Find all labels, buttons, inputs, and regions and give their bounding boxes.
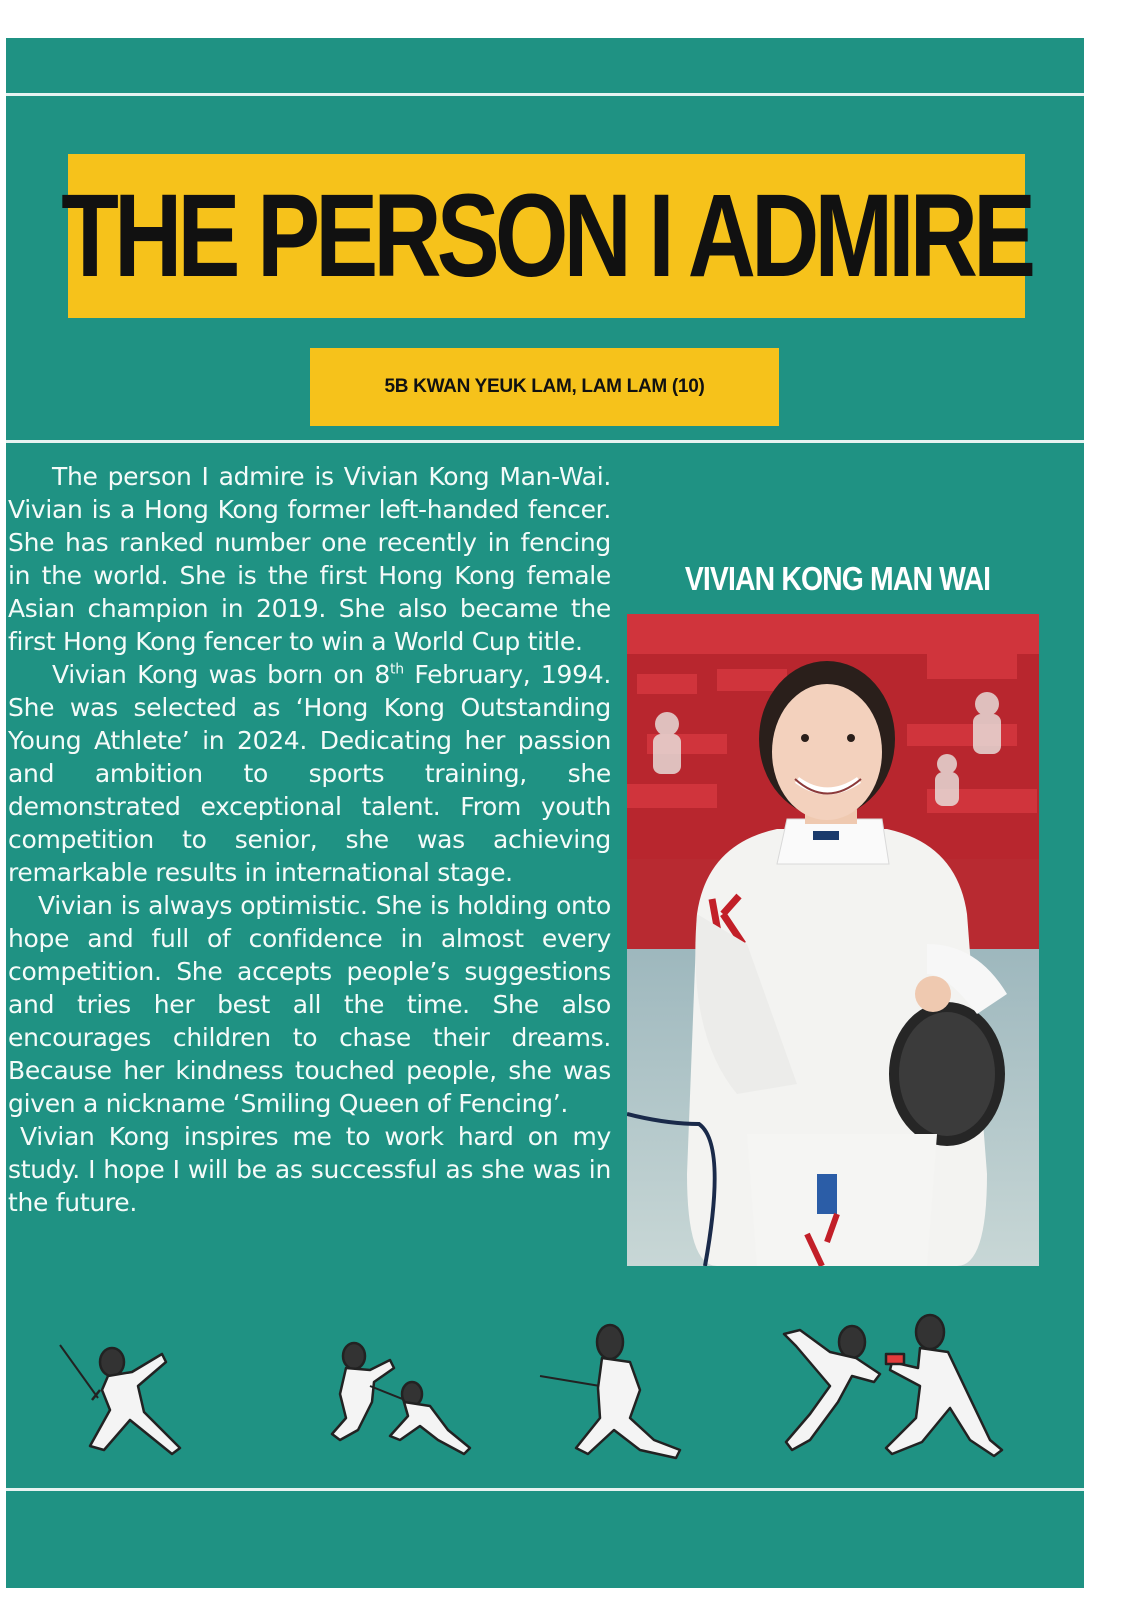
top-divider (6, 93, 1084, 96)
author-name: 5B KWAN YEUK LAM, LAM LAM (10) (384, 376, 705, 397)
middle-divider (6, 440, 1084, 443)
author-banner (310, 348, 779, 426)
fencers-duel-icon (332, 1343, 470, 1454)
paragraph-2-rest: February, 1994. She was selected as ‘Hong Kong Outstanding Young Athlete’ in 2024. Dedicating her passion and ambition to sports training, she demonstrated exceptional talent. From youth competition to senior, she was achieving remarkable results in international stage. (8, 660, 612, 887)
fencer-lunge-icon (60, 1345, 180, 1454)
fencer-advance-icon (540, 1325, 680, 1458)
bottom-divider (6, 1488, 1084, 1491)
fencers-illustration (40, 1290, 1020, 1466)
page-title: THE PERSON I ADMIRE (61, 170, 1032, 302)
paragraph-2 (8, 658, 611, 889)
photo-caption: VIVIAN KONG MAN WAI (684, 560, 991, 597)
fencers-attack-icon (784, 1315, 1002, 1456)
article-body (8, 460, 611, 1219)
athlete-photo (627, 614, 1039, 1266)
paragraph-3: Vivian is always optimistic. She is holding onto hope and full of confidence in almost every competition. She accepts people’s suggestions and tries her best all the time. She also encourages children to chase their dreams. Because her kindness touched people, she was given a nickname ‘Smiling Queen of Fencing’. (8, 891, 611, 1118)
ordinal-suffix: th (390, 661, 404, 678)
paragraph-1: The person I admire is Vivian Kong Man-Wai. Vivian is a Hong Kong former left-handed fencer. She has ranked number one recently in fencing in the world. She is the first Hong Kong female Asian champion in 2019. She also became the first Hong Kong fencer to win a World Cup title. (8, 462, 611, 656)
paragraph-2-start: Vivian Kong was born on 8 (52, 660, 391, 689)
paragraph-4: Vivian Kong inspires me to work hard on my study. I hope I will be as successful as she was in the future. (8, 1122, 611, 1217)
title-banner (61, 154, 1032, 318)
